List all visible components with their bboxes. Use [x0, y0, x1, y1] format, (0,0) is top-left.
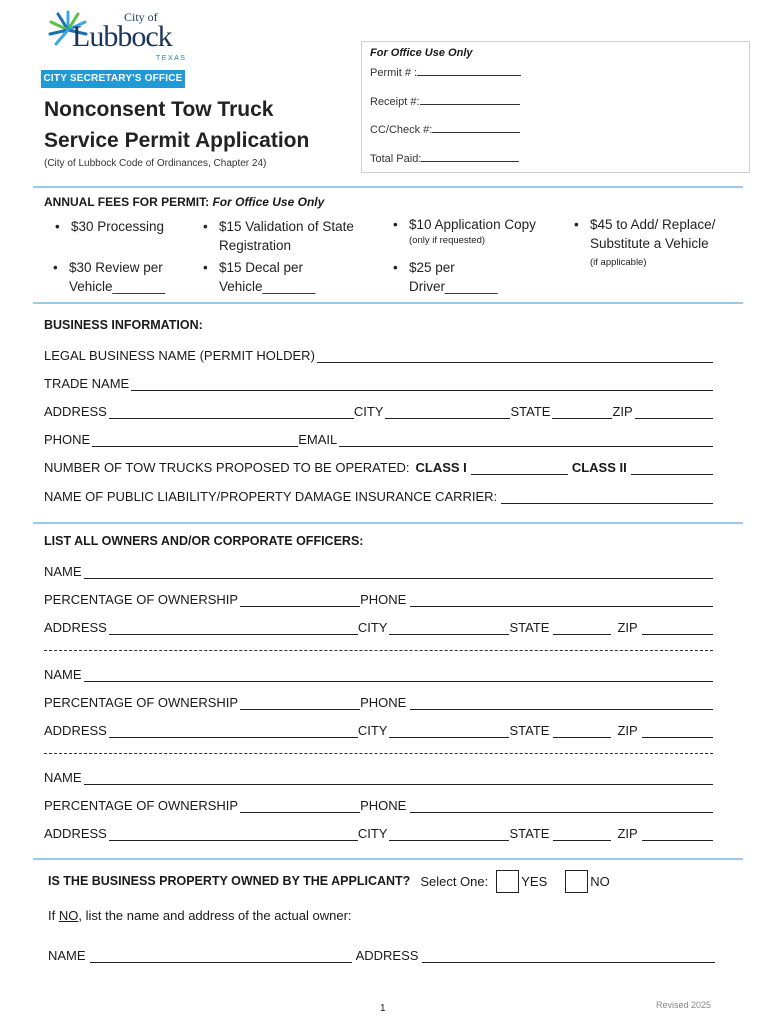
city-field[interactable] [385, 405, 510, 419]
select-one-label: Select One: [420, 873, 489, 889]
owner-name-label: NAME [44, 667, 82, 682]
owner-phone-field[interactable] [410, 799, 713, 813]
owner-name-field[interactable] [84, 668, 713, 682]
owner-name-label: NAME [44, 564, 82, 579]
ownership-label: PERCENTAGE OF OWNERSHIP [44, 695, 239, 710]
owner-name-row [44, 561, 713, 579]
trade-name-label: TRADE NAME [44, 376, 130, 391]
fee-text: $10 Application Copy [409, 217, 536, 232]
owner-name-label: NAME [44, 770, 82, 785]
insurance-label: NAME OF PUBLIC LIABILITY/PROPERTY DAMAGE INSURANCE CARRIER: [44, 489, 498, 504]
owner-state-label: STATE [509, 723, 550, 738]
fee-item: • $25 per Driver_______ [393, 260, 498, 294]
owner-address-row [44, 617, 713, 635]
owner-phone-label: PHONE [360, 798, 407, 813]
office-banner: CITY SECRETARY'S OFFICE [41, 70, 185, 88]
yes-checkbox[interactable] [496, 870, 519, 893]
logo-city-of: City of [124, 10, 158, 24]
ownership-label: PERCENTAGE OF OWNERSHIP [44, 592, 239, 607]
divider [33, 858, 743, 860]
check-label: CC/Check #: [370, 124, 433, 136]
title-line-2: Service Permit Application [44, 129, 310, 152]
owner-city-label: CITY [357, 620, 388, 635]
fee-item: • $45 to Add/ Replace/ Substitute a Vehicle (if applicable) [590, 215, 740, 269]
owner-name-field[interactable] [84, 771, 713, 785]
ownership-field[interactable] [240, 799, 360, 813]
class1-field[interactable] [471, 461, 568, 475]
owner-zip-label: ZIP [617, 620, 638, 635]
owner-name-row [44, 767, 713, 785]
insurance-row [44, 486, 713, 504]
owner-city-label: CITY [357, 723, 388, 738]
business-address-row [44, 401, 713, 419]
page-title [44, 94, 364, 156]
dashed-separator [44, 650, 713, 651]
fee-note: (only if requested) [409, 235, 486, 246]
email-field[interactable] [339, 433, 713, 447]
actual-owner-row [48, 945, 715, 963]
total-label: Total Paid: [370, 153, 422, 165]
actual-owner-name-field[interactable] [90, 949, 352, 963]
yes-label: YES [521, 873, 548, 889]
permit-number-field[interactable] [370, 66, 521, 79]
no-checkbox[interactable] [565, 870, 588, 893]
fee-text: $30 Review per Vehicle_______ [69, 260, 166, 294]
permit-label: Permit # : [370, 67, 418, 79]
subtitle: (City of Lubbock Code of Ordinances, Chapter 24) [44, 158, 267, 169]
check-number-field[interactable] [370, 123, 520, 136]
trade-name-row [44, 373, 713, 391]
fee-text: $45 to Add/ Replace/ Substitute a Vehicle [590, 217, 716, 251]
class2-label: CLASS II [571, 460, 627, 475]
no-label: NO [590, 873, 610, 889]
email-label: EMAIL [298, 432, 338, 447]
fee-note: (if applicable) [590, 257, 647, 268]
owner-city-field[interactable] [389, 621, 509, 635]
owner-city-field[interactable] [389, 724, 509, 738]
revision-note: Revised 2025 [656, 1000, 712, 1010]
owner-state-field[interactable] [553, 827, 611, 841]
owner-zip-label: ZIP [617, 826, 638, 841]
fee-text: $15 Decal per Vehicle_______ [219, 260, 316, 294]
owner-phone-field[interactable] [410, 696, 713, 710]
owner-address-field[interactable] [109, 724, 358, 738]
owner-address-field[interactable] [109, 621, 358, 635]
owner-phone-label: PHONE [360, 592, 407, 607]
tow-trucks-row [44, 457, 713, 475]
fee-item: • $30 Processing [55, 219, 165, 234]
owner-address-label: ADDRESS [44, 620, 107, 635]
owner-zip-field[interactable] [642, 827, 713, 841]
owner-zip-label: ZIP [617, 723, 638, 738]
ownership-label: PERCENTAGE OF OWNERSHIP [44, 798, 239, 813]
actual-owner-name-label: NAME [48, 948, 86, 963]
owner-state-label: STATE [509, 826, 550, 841]
zip-label: ZIP [612, 404, 633, 419]
actual-owner-address-label: ADDRESS [355, 948, 419, 963]
logo-state: TEXAS [156, 55, 187, 62]
fee-text: $15 Validation of State Registration [219, 219, 354, 253]
fee-item: • $30 Review per Vehicle_______ [53, 260, 166, 294]
owner-state-field[interactable] [553, 621, 611, 635]
owner-city-field[interactable] [389, 827, 509, 841]
state-label: STATE [510, 404, 551, 419]
city-label: CITY [353, 404, 384, 419]
owner-zip-field[interactable] [642, 724, 713, 738]
trucks-label: NUMBER OF TOW TRUCKS PROPOSED TO BE OPERATED: [44, 460, 410, 475]
zip-field[interactable] [635, 405, 713, 419]
address-field[interactable] [109, 405, 354, 419]
phone-field[interactable] [92, 433, 298, 447]
class1-label: CLASS I [415, 460, 467, 475]
owner-address-row [44, 823, 713, 841]
legal-name-label: LEGAL BUSINESS NAME (PERMIT HOLDER) [44, 348, 315, 363]
legal-name-row [44, 345, 713, 363]
business-section-title: BUSINESS INFORMATION: [44, 318, 203, 332]
city-logo [44, 8, 189, 68]
owners-section-title: LIST ALL OWNERS AND/OR CORPORATE OFFICERS: [44, 534, 364, 548]
actual-owner-address-field[interactable] [422, 949, 715, 963]
owner-state-label: STATE [509, 620, 550, 635]
divider [33, 522, 743, 524]
fees-heading [44, 195, 324, 209]
page-number: 1 [380, 1003, 386, 1014]
receipt-number-field[interactable] [370, 95, 520, 108]
receipt-label: Receipt #: [370, 96, 420, 108]
phone-email-row [44, 429, 713, 447]
logo-name: Lubbock [72, 20, 172, 53]
divider [33, 302, 743, 304]
property-question-row [48, 868, 610, 894]
fees-heading-text: ANNUAL FEES FOR PERMIT: [44, 195, 210, 209]
owner-state-field[interactable] [553, 724, 611, 738]
if-no-rest: , list the name and address of the actual owner: [78, 908, 352, 923]
owner-address-label: ADDRESS [44, 826, 107, 841]
phone-label: PHONE [44, 432, 91, 447]
class2-field[interactable] [631, 461, 713, 475]
fee-text: $30 Processing [71, 219, 165, 234]
divider [33, 186, 743, 188]
owner-ownership-row [44, 795, 713, 813]
property-question: IS THE BUSINESS PROPERTY OWNED BY THE APPLICANT? [48, 874, 411, 888]
if-no-word: NO [58, 908, 79, 923]
owner-phone-field[interactable] [410, 593, 713, 607]
trade-name-field[interactable] [131, 377, 713, 391]
owner-address-label: ADDRESS [44, 723, 107, 738]
owner-name-field[interactable] [84, 565, 713, 579]
address-label: ADDRESS [44, 404, 107, 419]
fee-text: $25 per Driver_______ [409, 260, 498, 294]
office-use-title: For Office Use Only [370, 47, 473, 59]
insurance-field[interactable] [501, 490, 713, 504]
owner-name-row [44, 664, 713, 682]
owner-ownership-row [44, 692, 713, 710]
owner-address-field[interactable] [109, 827, 358, 841]
title-line-1: Nonconsent Tow Truck [44, 98, 274, 121]
owner-city-label: CITY [357, 826, 388, 841]
owner-zip-field[interactable] [642, 621, 713, 635]
dashed-separator [44, 753, 713, 754]
ownership-field[interactable] [240, 593, 360, 607]
total-paid-field[interactable] [370, 152, 519, 165]
state-field[interactable] [552, 405, 612, 419]
ownership-field[interactable] [240, 696, 360, 710]
legal-name-field[interactable] [317, 349, 713, 363]
fee-item: • $10 Application Copy (only if requested) [409, 215, 559, 247]
owner-phone-label: PHONE [360, 695, 407, 710]
fees-heading-note: For Office Use Only [212, 195, 325, 209]
if-no-instruction [48, 908, 352, 923]
office-use-box [361, 41, 750, 173]
owner-ownership-row [44, 589, 713, 607]
owner-address-row [44, 720, 713, 738]
if-no-prefix: If [48, 908, 56, 923]
fee-item: • $15 Validation of State Registration [203, 219, 354, 253]
fee-item: • $15 Decal per Vehicle_______ [203, 260, 316, 294]
